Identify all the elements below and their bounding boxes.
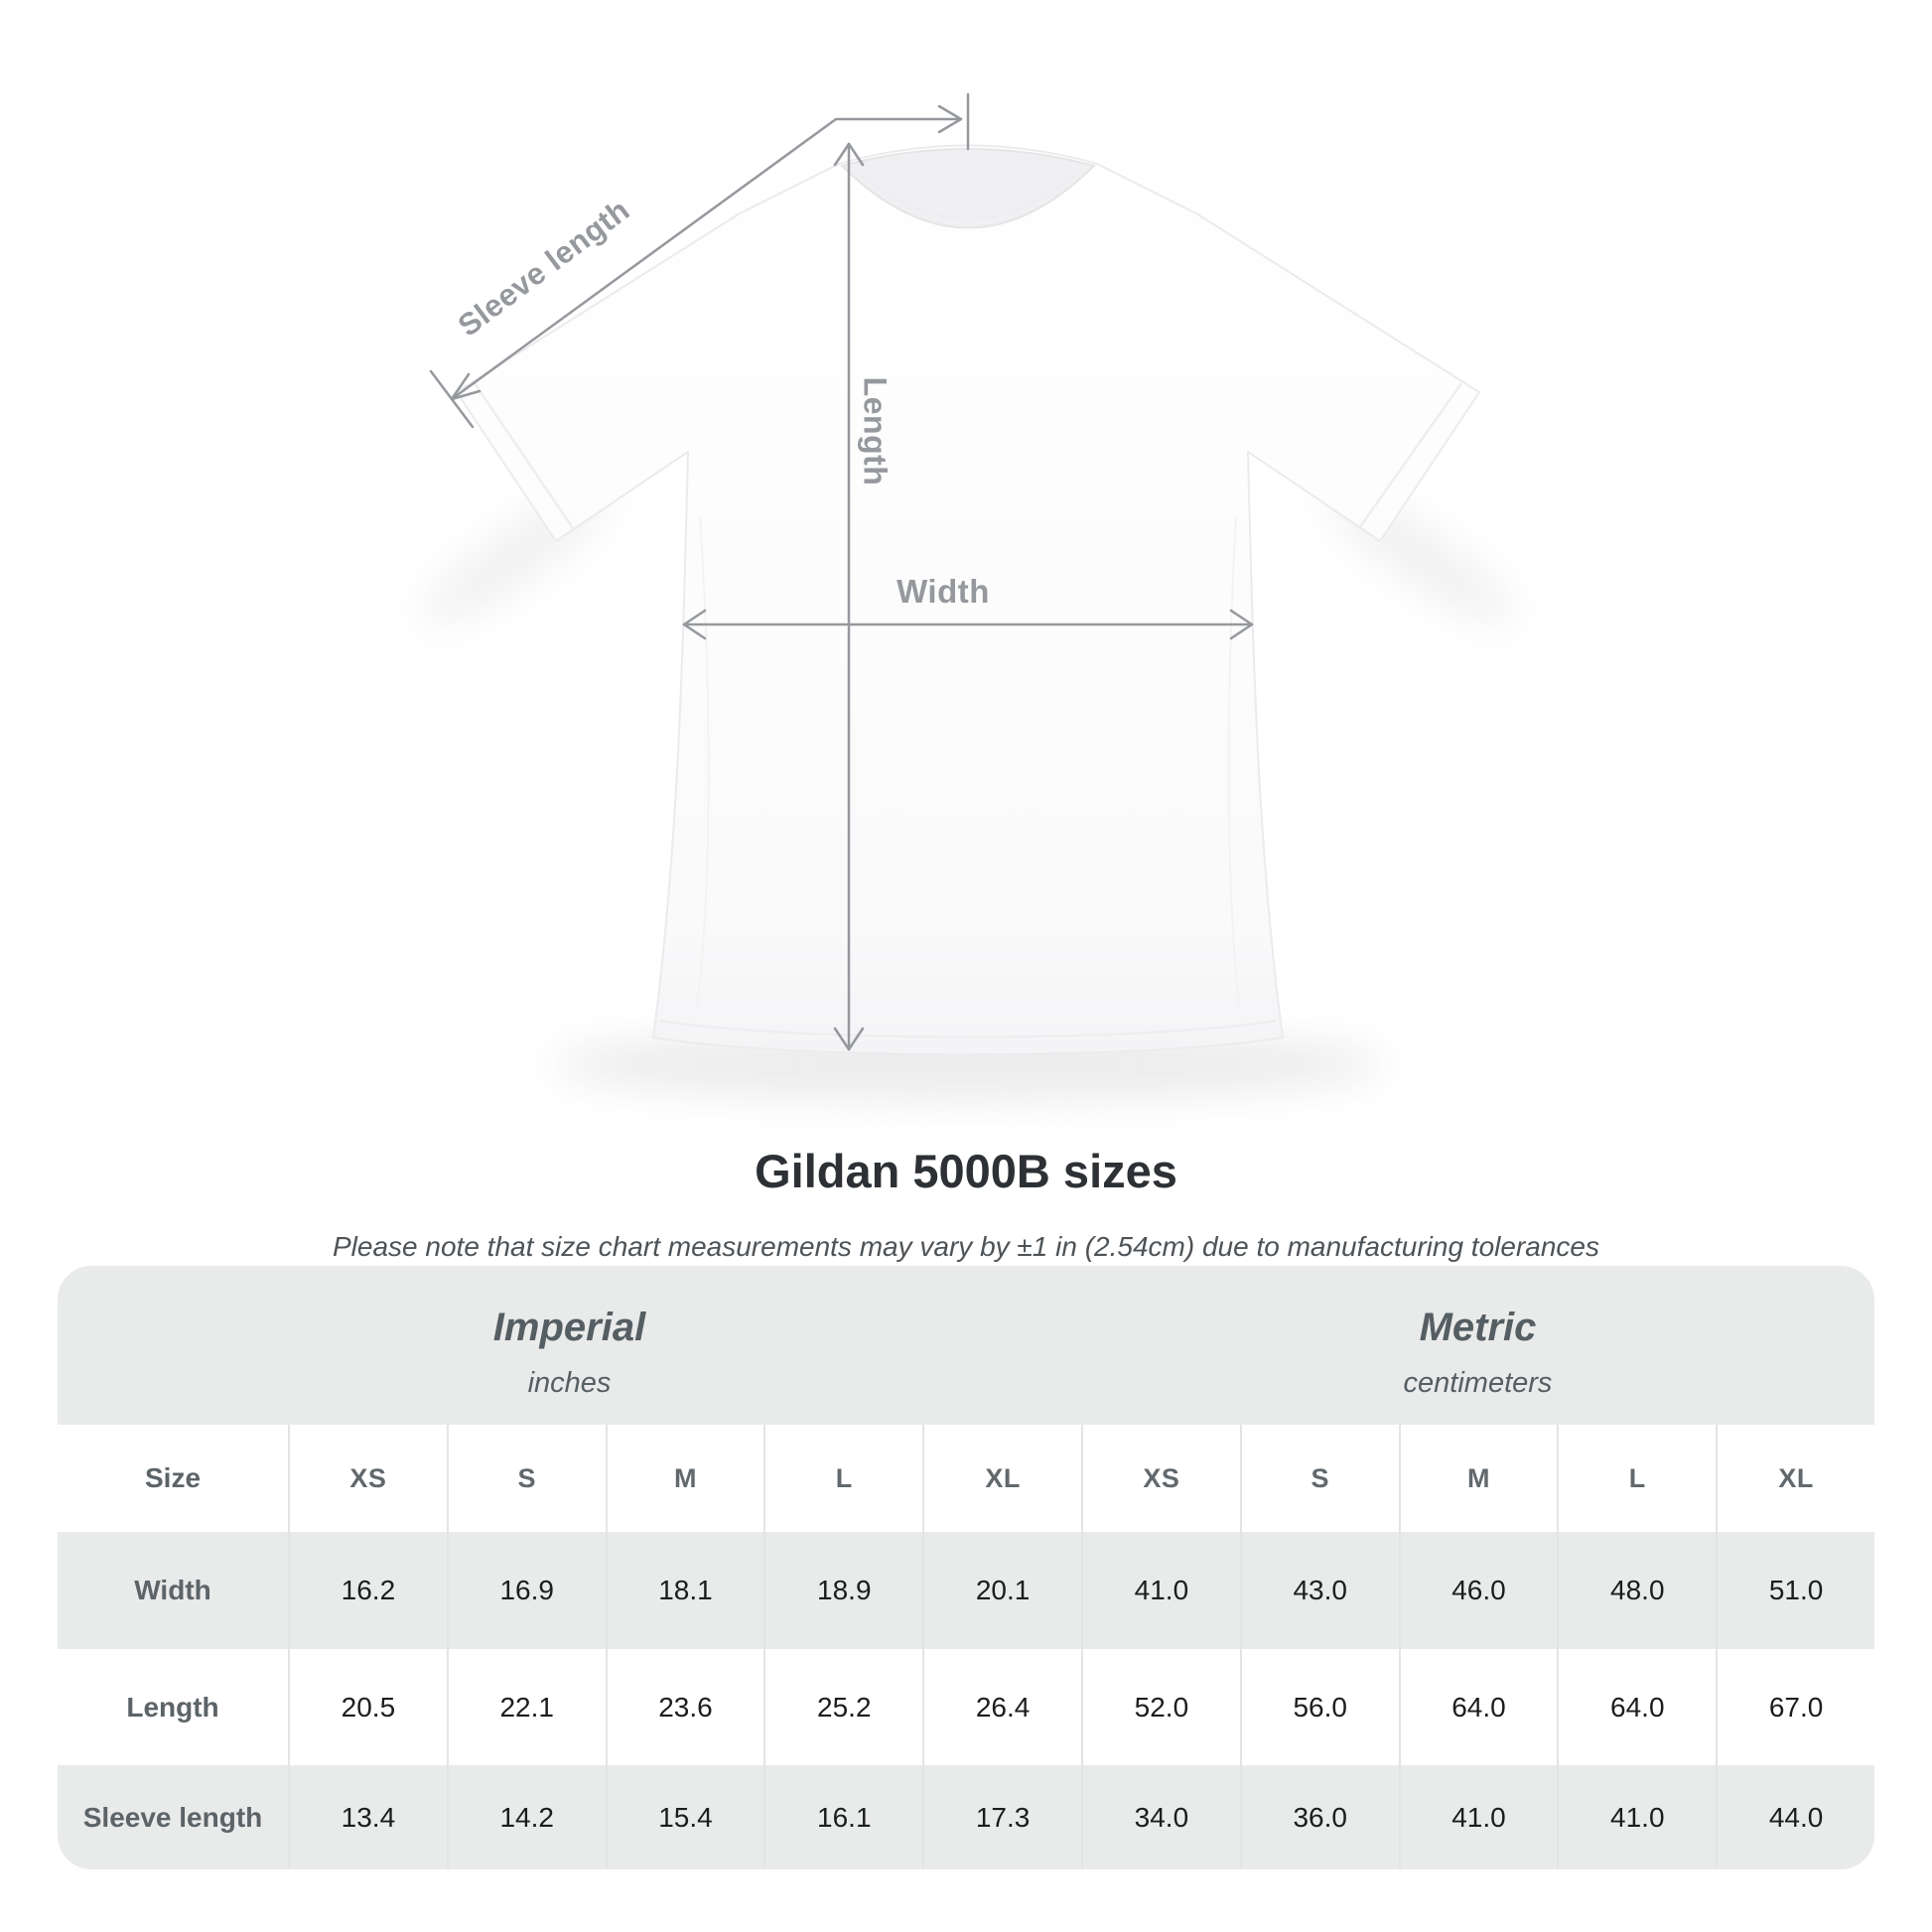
cell-sleeve-imperial-l: 16.1	[763, 1765, 922, 1869]
cell-width-imperial-l: 18.9	[763, 1532, 922, 1649]
metric-title: Metric	[1419, 1306, 1537, 1349]
cell-width-imperial-xl: 20.1	[922, 1532, 1081, 1649]
cell-length-imperial-xs: 20.5	[288, 1649, 447, 1765]
cell-width-metric-m: 46.0	[1399, 1532, 1558, 1649]
metric-header	[1081, 1266, 1874, 1425]
cell-length-imperial-m: 23.6	[606, 1649, 764, 1765]
cell-width-imperial-s: 16.9	[447, 1532, 606, 1649]
row-label-length: Length	[58, 1649, 288, 1765]
cell-sleeve-metric-m: 41.0	[1399, 1765, 1558, 1869]
row-label-sleeve-length: Sleeve length	[58, 1765, 288, 1869]
size-header-imperial-xs: XS	[288, 1425, 447, 1532]
size-header-imperial-l: L	[763, 1425, 922, 1532]
size-column-header: Size	[58, 1425, 288, 1532]
imperial-title: Imperial	[492, 1306, 646, 1349]
cell-length-metric-m: 64.0	[1399, 1649, 1558, 1765]
cell-width-metric-xs: 41.0	[1081, 1532, 1240, 1649]
cell-sleeve-imperial-xl: 17.3	[922, 1765, 1081, 1869]
cell-sleeve-metric-xs: 34.0	[1081, 1765, 1240, 1869]
cell-length-metric-xl: 67.0	[1716, 1649, 1874, 1765]
cell-sleeve-metric-l: 41.0	[1557, 1765, 1716, 1869]
cell-length-metric-s: 56.0	[1240, 1649, 1399, 1765]
cell-sleeve-imperial-m: 15.4	[606, 1765, 764, 1869]
size-header-metric-m: M	[1399, 1425, 1558, 1532]
size-table	[58, 1266, 1874, 1869]
cell-width-metric-l: 48.0	[1557, 1532, 1716, 1649]
cell-length-imperial-l: 25.2	[763, 1649, 922, 1765]
cell-sleeve-metric-xl: 44.0	[1716, 1765, 1874, 1869]
cell-length-imperial-xl: 26.4	[922, 1649, 1081, 1765]
cell-width-metric-xl: 51.0	[1716, 1532, 1874, 1649]
sleeve-length-label: Sleeve length	[451, 192, 636, 344]
row-label-width: Width	[58, 1532, 288, 1649]
metric-unit: centimeters	[1403, 1367, 1553, 1399]
cell-width-imperial-m: 18.1	[606, 1532, 764, 1649]
size-header-metric-s: S	[1240, 1425, 1399, 1532]
imperial-unit: inches	[527, 1367, 612, 1399]
cell-width-imperial-xs: 16.2	[288, 1532, 447, 1649]
page-title: Gildan 5000B sizes	[755, 1145, 1177, 1197]
width-label: Width	[897, 573, 990, 610]
size-header-metric-xs: XS	[1081, 1425, 1240, 1532]
size-header-imperial-xl: XL	[922, 1425, 1081, 1532]
cell-sleeve-imperial-s: 14.2	[447, 1765, 606, 1869]
size-header-metric-l: L	[1557, 1425, 1716, 1532]
cell-length-imperial-s: 22.1	[447, 1649, 606, 1765]
tolerance-note: Please note that size chart measurements may vary by ±1 in (2.54cm) due to manufacturing tolerances	[333, 1231, 1599, 1262]
length-label: Length	[857, 376, 894, 486]
cell-width-metric-s: 43.0	[1240, 1532, 1399, 1649]
size-header-imperial-s: S	[447, 1425, 606, 1532]
cell-length-metric-xs: 52.0	[1081, 1649, 1240, 1765]
cell-sleeve-metric-s: 36.0	[1240, 1765, 1399, 1869]
size-header-imperial-m: M	[606, 1425, 764, 1532]
cell-sleeve-imperial-xs: 13.4	[288, 1765, 447, 1869]
imperial-header	[58, 1266, 1081, 1425]
size-header-metric-xl: XL	[1716, 1425, 1874, 1532]
cell-length-metric-l: 64.0	[1557, 1649, 1716, 1765]
